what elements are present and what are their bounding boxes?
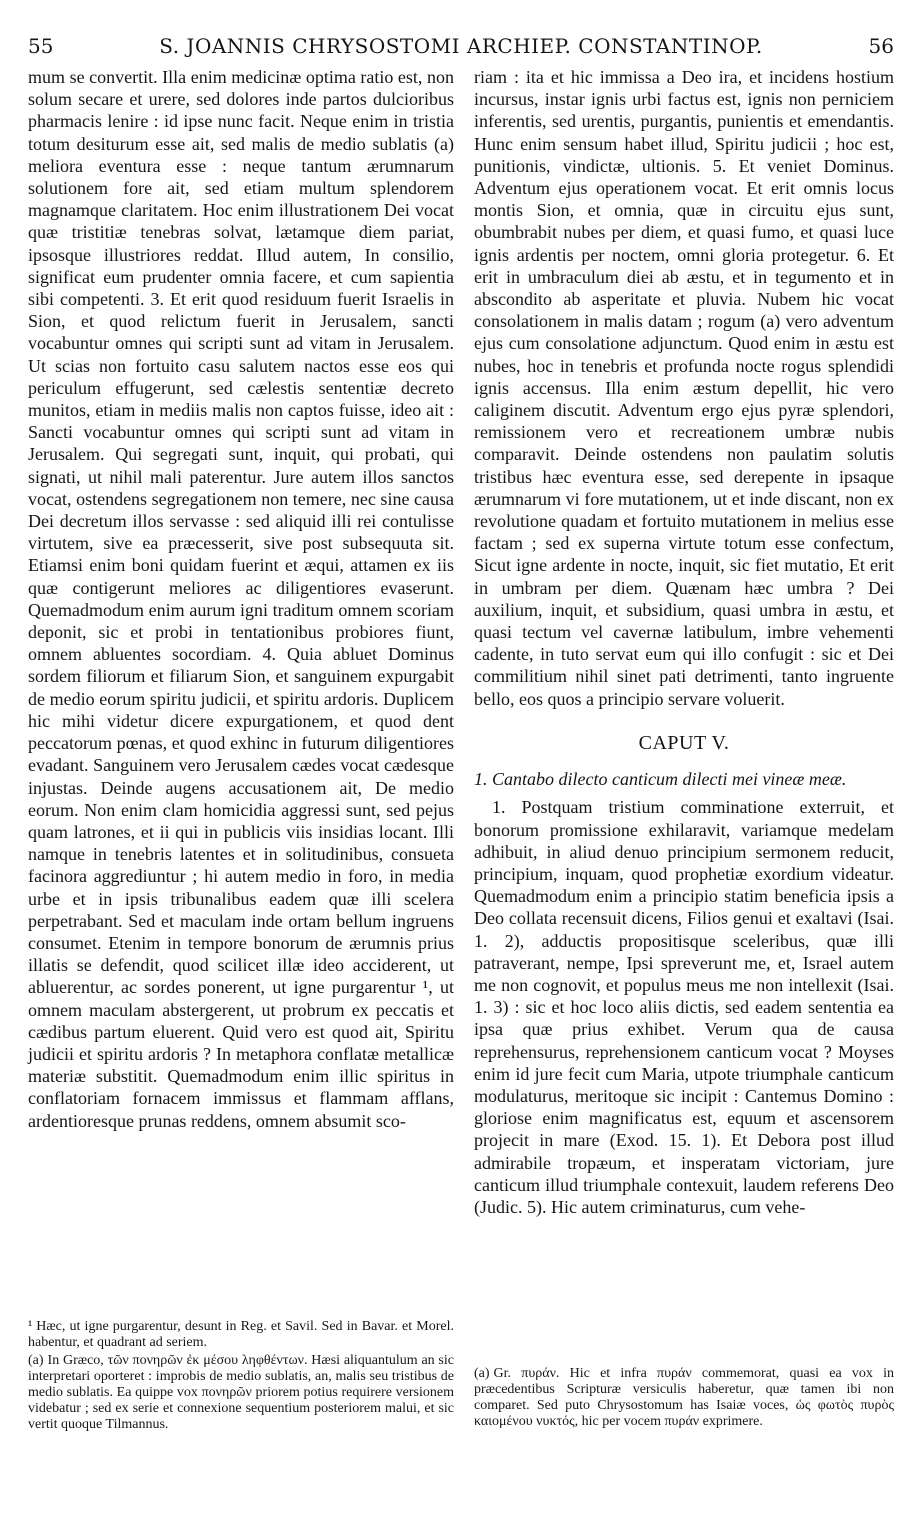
footnote-mark: (a) bbox=[474, 1366, 490, 1381]
footnote bbox=[28, 1319, 454, 1351]
page-number-left: 55 bbox=[28, 34, 54, 58]
running-header bbox=[28, 34, 894, 64]
footnote bbox=[474, 1366, 894, 1430]
right-column bbox=[474, 66, 894, 1218]
footnote-text: Gr. πυράν. Hic et infra πυράν commemorat, quasi ea vox in præcedentibus Scripturæ versiculis haberetur, quæ tamen ibi non comparet. Sed puto Chrysostomum has Isaiæ voces, ὡς φωτὸς πυρὸς καιομένου νυκτός, hic per vocem πυράν exprimere. bbox=[474, 1366, 894, 1429]
footnote-text: In Græco, τῶν πονηρῶν ἐκ μέσου ληφθέντων. Hæsi aliquantulum an sic interpretari oporteret : improbis de medio sublatis, an, malis seu tristibus de medio sublatis. Ea quippe vox πονηρῶν priorem potius requirere versionem videbatur ; sed ex serie et connexione sequentium posteriorem malui, et sic vertit quoque Tilmannus. bbox=[28, 1353, 454, 1432]
right-column-text-before: riam : ita et hic immissa a Deo ira, et incidens hostium incursus, instar ignis urbi factus est, ignis non perniciem inferentis, sed urentis, purgantis, punientis et emendantis. Hunc enim sensum habet illud, Spiritu judicii ; hoc est, punitionis, vindictæ, ultionis. 5. Et veniet Dominus. Adventum ejus operationem vocat. Et erit omnis locus montis Sion, et omnia, quæ in circuitu ejus sunt, obumbrabit nubes per diem, et quasi fumo, et quasi luce ignis ardentis per noctem, omni gloria protegetur. 6. Et erit in umbraculum diei ab æstu, et in tegumento et in abscondito ab asperitate et pluvia. Nubem hic vocat consolationem in malis datam ; rogum (a) vero adventum ejus cum consolatione adjunctum. Quod enim in æstu est nubes, hoc in tenebris et profunda nocte rogus splendidi ignis accensus. Illa enim æstum depellit, hic vero caliginem discutit. Adventum ergo ejus pyræ splendori, remissionem vero et recreationem umbræ nubis comparavit. Deinde ostendens non paulatim solutis tristibus hæc eventura esse, sed derepente in ipsaque ærumnarum vi fore mutationem, ut et inde discant, non ex revolutione quadam et fortuito mutationem in melius esse factam ; sed ex superna virtute totum esse confectum, Sicut igne ardente in nocte, inquit, sic fiet mutatio, Et erit in umbram per diem. Quænam hæc umbra ? Dei auxilium, inquit, et subsidium, quasi umbra in æstu, et quasi tectum vel cavernæ latibulum, imbre vehementi cadente, in tuto servat eum qui illo confugit : sic et Dei commilitium nihil sinet pati detrimenti, tanto ingruente bello, eos quos a principio servare voluerit. bbox=[474, 67, 894, 709]
left-column bbox=[28, 66, 454, 1132]
footnote-mark: ¹ bbox=[28, 1319, 33, 1334]
running-title: S. JOANNIS CHRYSOSTOMI ARCHIEP. CONSTANTINOP. bbox=[159, 34, 763, 58]
left-column-text: mum se convertit. Illa enim medicinæ optima ratio est, non solum secare et urere, sed dolores inde partos dulcioribus pharmacis lenire : id ipse nunc facit. Neque enim in tristia totum desiturum esse ait, sed malis de medio sublatis (a) meliora eventura esse : neque tantum ærumnarum solutionem fore ait, sed etiam multum splendorem magnamque claritatem. Hoc enim illustrationem Dei vocat quæ tristitiæ tenebras solvat, lætamque diem pariat, ipsosque illustriores reddat. Illud autem, In consilio, significat eum prudenter omnia facere, et cum sapientia sibi competenti. 3. Et erit quod residuum fuerit Israelis in Sion, et quod relictum fuerit in Jerusalem, sancti vocabuntur omnes qui scripti sunt ad vitam in Jerusalem. Ut scias non fortuito casu salutem nactos esse eos qui periculum effugerunt, sed cælestis sententiæ decreto munitos, etiam in mediis malis non captos fuisse, ideo ait : Sancti vocabuntur omnes qui scripti sunt ad vitam in Jerusalem. Qui segregati sunt, inquit, qui probati, qui signati, ut nihil mali paterentur. Jure autem illos sanctos vocat, ostendens segregationem non temere, nec sine causa Dei decretum illos servasse : sed aliquid illi rei contulisse virtutem, sive ea præcesserit, sive post subsequuta sit. Etiamsi enim boni quidam fuerint et æqui, attamen ex iis quæ contigerunt meliores ac diligentiores evaserunt. Quemadmodum enim aurum igni traditum omnem scoriam deponit, sic et probi in tentationibus probiores fiunt, omnem abluentes socordiam. 4. Quia abluet Dominus sordem filiorum et filiarum Sion, et sanguinem expurgabit de medio eorum spiritu judicii, et spiritu ardoris. Duplicem hic mihi videtur dicere expurgationem, et quod dent peccatorum pœnas, et quod exhinc in futurum diligentiores evadant. Sanguinem vero Jerusalem cædes vocat cædesque injustas. Deinde augens accusationem ait, De medio eorum. Non enim clam homicidia aggressi sunt, sed pejus quam latrones, et ii qui in publicis viis insidias locant. Illi namque in tenebris latentes et in solitudinibus, consueta facinora aggrediuntur ; hi autem medio in foro, in media urbe et in ipsis tribunalibus eadem quæ illi scelera perpetrabant. Sed et maculam inde ortam bellum ingruens consumet. Etenim in tempore bonorum de ærumnis prius illatis se defendit, quod scilicet illæ ideo acciderent, ut abluerentur, ac sordes ponerent, ut igne purgarentur ¹, ut omnem maculam abstergerent, ut probrum ex peccatis et cædibus partum eluerent. Quid vero est quod ait, Spiritu judicii et spiritu ardoris ? In metaphora conflatæ metallicæ materiæ substitit. Quemadmodum enim illic spiritus in conflatoriam fornacem immissus et flammam afflans, ardentioresque prunas reddens, omnem absumit sco- bbox=[28, 67, 454, 1131]
footnotes-left bbox=[28, 1318, 454, 1435]
chapter-verse: 1. Cantabo dilecto canticum dilecti mei vineæ meæ. bbox=[474, 769, 847, 790]
footnote bbox=[28, 1353, 454, 1433]
footnotes-right bbox=[474, 1366, 894, 1432]
page-number-right: 56 bbox=[868, 34, 894, 58]
footnote-mark: (a) bbox=[28, 1353, 44, 1368]
right-column-text-after: 1. Postquam tristium comminatione exterruit, et bonorum promissione exhilaravit, variamque medelam adhibuit, in aliud denuo principium sermonem reducit, principium, inquam, quod prophetiæ exordium videatur. Quemadmodum enim a principio statim beneficia ipsis a Deo collata recensuit dicens, Filios genui et exaltavi (Isai. 1. 2), adductis propositisque sceleribus, quæ illi patraverant, nempe, Ipsi spreverunt me, et, Israel autem me non cognovit, et populus meus me non intellexit (Isai. 1. 3) : sic et hoc loco aliis dictis, sed eadem sententia ea ipsa quæ prius exhibet. Verum qua de causa reprehensurus, reprehensionem canticum vocat ? Moyses enim id jure fecit cum Maria, utpote triumphale canticum modulaturus, meritoque sic incipit : Cantemus Domino : gloriose enim magnificatus est, equum et ascensorem projecit in mare (Exod. 15. 1). Et Debora post illud admirabile tropæum, et insperatam victoriam, jure canticum illud triumphale contexuit, laudem referens Deo (Judic. 5). Hic autem criminaturus, cum vehe- bbox=[474, 797, 894, 1217]
chapter-heading: CAPUT V. bbox=[638, 731, 730, 754]
footnote-text: Hæc, ut igne purgarentur, desunt in Reg. et Savil. Sed in Bavar. et Morel. habentur, et quadrant ad seriem. bbox=[28, 1319, 454, 1350]
